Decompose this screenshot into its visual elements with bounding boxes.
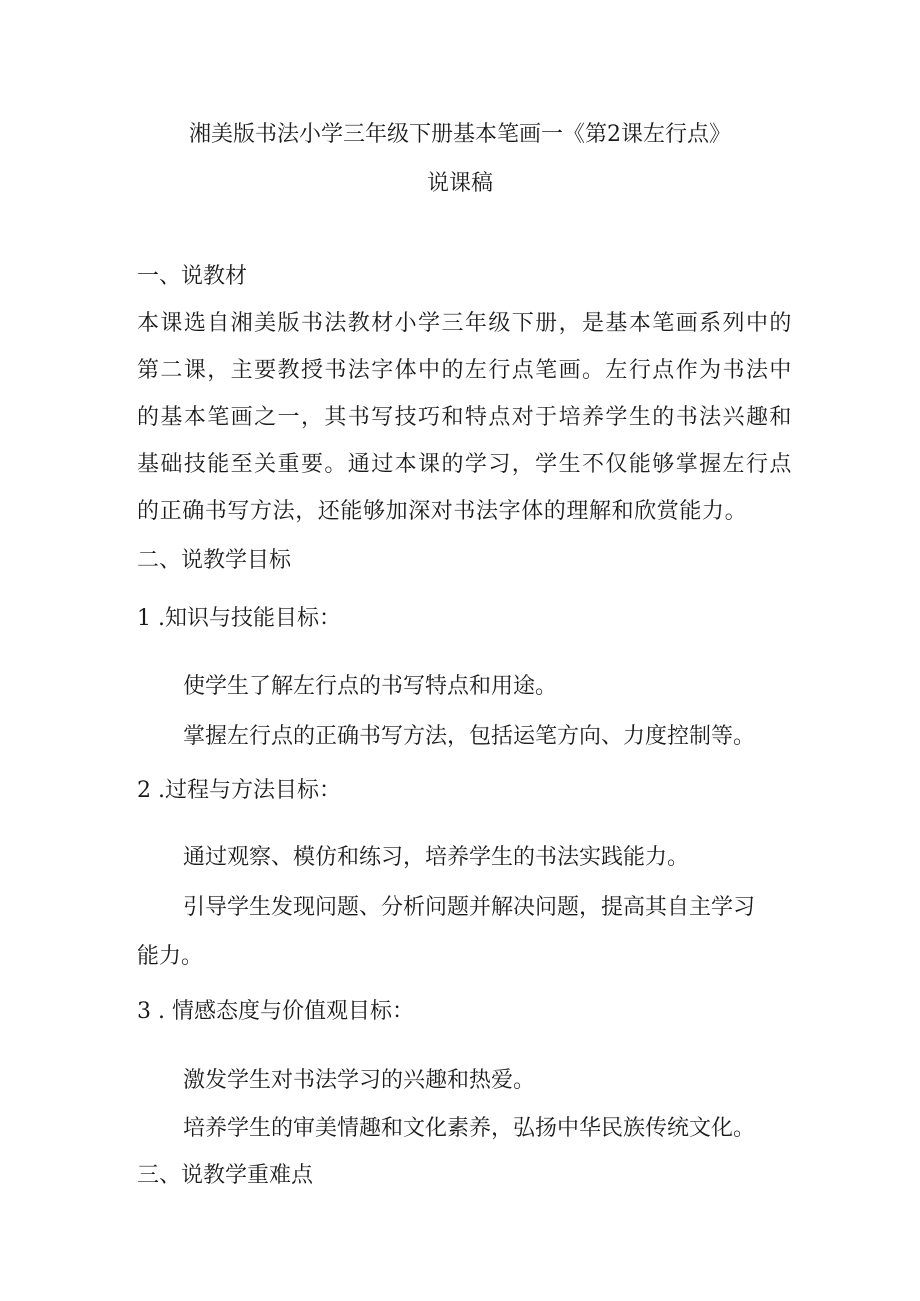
goal2-item: 引导学生发现问题、分析问题并解决问题，提高其自主学习 <box>183 895 756 920</box>
goal2-heading: 2 .过程与方法目标： <box>137 778 341 803</box>
goal3-item: 激发学生对书法学习的兴趣和热爱。 <box>183 1068 536 1093</box>
document-title: 湘美版书法小学三年级下册基本笔画一《第2课左行点》 <box>189 122 731 147</box>
document-subtitle: 说课稿 <box>426 171 493 196</box>
section3-heading: 三、说教学重难点 <box>137 1163 314 1188</box>
goal2-item-continuation: 能力。 <box>137 944 204 969</box>
section1-heading: 一、说教材 <box>137 264 248 289</box>
goal1-item: 掌握左行点的正确书写方法，包括运笔方向、力度控制等。 <box>183 724 756 749</box>
section1-paragraph: 本课选自湘美版书法教材小学三年级下册，是基本笔画系列中的第二课，主要教授书法字体中的左行点笔画。左行点作为书法中的基本笔画之一，其书写技巧和特点对于培养学生的书法兴趣和基础技能至关重要。通过本课的学习，学生不仅能够掌握左行点的正确书写方法，还能够加深对书法字体的理解和欣赏能力。 <box>137 311 792 524</box>
goal3-item: 培养学生的审美情趣和文化素养，弘扬中华民族传统文化。 <box>183 1116 756 1141</box>
goal2-item: 通过观察、模仿和练习，培养学生的书法实践能力。 <box>183 845 690 870</box>
goal3-heading: 3 . 情感态度与价值观目标： <box>137 999 414 1024</box>
section2-heading: 二、说教学目标 <box>137 548 292 573</box>
goal1-item: 使学生了解左行点的书写特点和用途。 <box>183 674 558 699</box>
goal1-heading: 1 .知识与技能目标： <box>137 606 341 631</box>
